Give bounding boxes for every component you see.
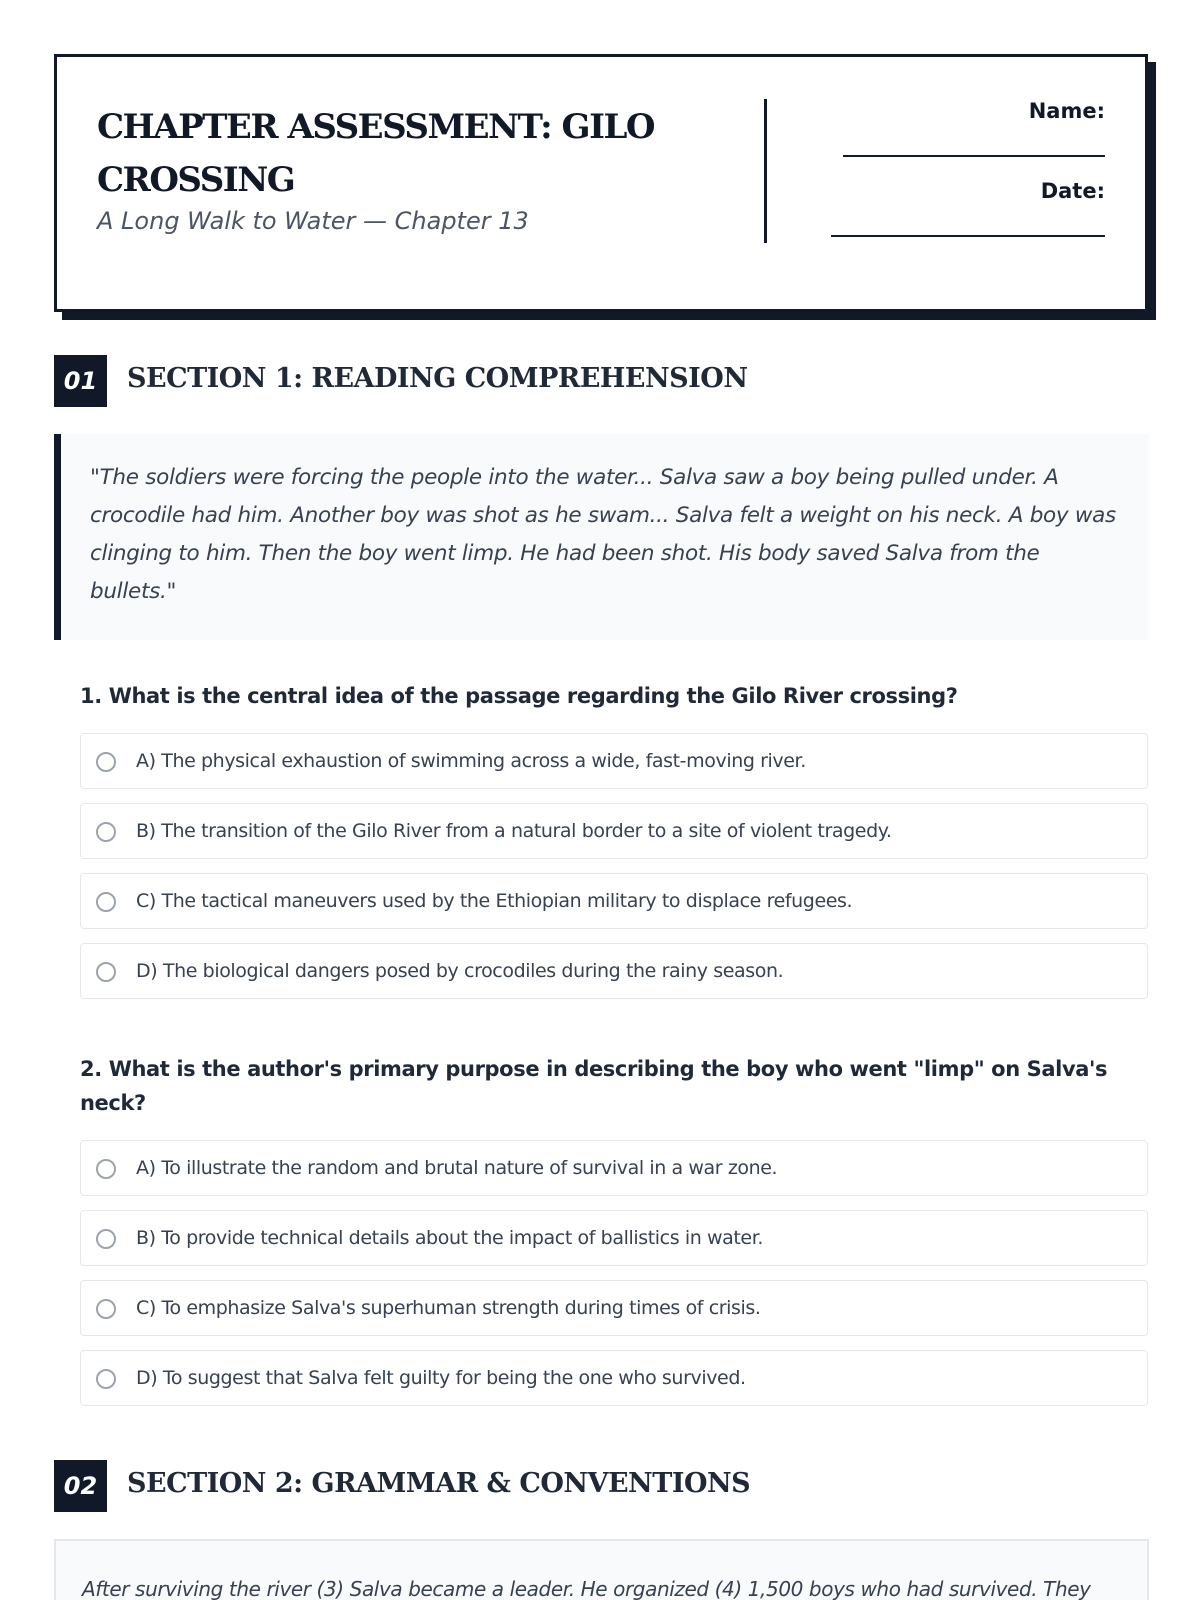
q2-option-a[interactable] — [80, 1140, 1148, 1196]
option-label: D) To suggest that Salva felt guilty for being the one who survived. — [136, 1367, 746, 1389]
question-1: 1. What is the central idea of the passage regarding the Gilo River crossing? — [80, 684, 958, 708]
page-subtitle: A Long Walk to Water — Chapter 13 — [97, 207, 529, 235]
q1-option-c[interactable] — [80, 873, 1148, 929]
radio-icon[interactable] — [96, 822, 116, 842]
option-label: D) The biological dangers posed by crocodiles during the rainy season. — [136, 960, 784, 982]
section-number: 01 — [54, 355, 107, 407]
radio-icon[interactable] — [96, 962, 116, 982]
date-label: Date: — [1040, 179, 1105, 203]
name-label: Name: — [1028, 99, 1105, 123]
option-label: C) To emphasize Salva's superhuman strength during times of crisis. — [136, 1297, 761, 1319]
radio-icon[interactable] — [96, 1369, 116, 1389]
section-title: SECTION 1: READING COMPREHENSION — [127, 363, 748, 394]
option-label: B) The transition of the Gilo River from a natural border to a site of violent tragedy. — [136, 820, 892, 842]
radio-icon[interactable] — [96, 752, 116, 772]
header-divider — [764, 99, 767, 243]
section-number: 02 — [54, 1460, 107, 1512]
q2-option-c[interactable] — [80, 1280, 1148, 1336]
date-field[interactable] — [831, 235, 1105, 237]
option-label: A) To illustrate the random and brutal nature of survival in a war zone. — [136, 1157, 778, 1179]
q1-option-b[interactable] — [80, 803, 1148, 859]
section-title: SECTION 2: GRAMMAR & CONVENTIONS — [127, 1468, 751, 1499]
q1-option-a[interactable] — [80, 733, 1148, 789]
page-title: CHAPTER ASSESSMENT: GILO CROSSING — [97, 107, 655, 200]
name-field[interactable] — [843, 155, 1105, 157]
question-2: 2. What is the author's primary purpose in describing the boy who went "limp" on Salva's neck? — [80, 1057, 1108, 1115]
radio-icon[interactable] — [96, 892, 116, 912]
option-label: C) The tactical maneuvers used by the Ethiopian military to displace refugees. — [136, 890, 853, 912]
assessment-header — [54, 54, 1148, 312]
q2-option-b[interactable] — [80, 1210, 1148, 1266]
radio-icon[interactable] — [96, 1159, 116, 1179]
reading-passage: "The soldiers were forcing the people into the water... Salva saw a boy being pulled under. A crocodile had him. Another boy was shot as he swam... Salva felt a weight on his neck. A boy was clinging to him. Then the boy went limp. He had been shot. His body saved Salva from the bullets." — [54, 434, 1149, 640]
option-label: B) To provide technical details about the impact of ballistics in water. — [136, 1227, 764, 1249]
q2-option-d[interactable] — [80, 1350, 1148, 1406]
grammar-passage: After surviving the river (3) Salva became a leader. He organized (4) 1,500 boys who had survived. They — [54, 1539, 1149, 1600]
radio-icon[interactable] — [96, 1299, 116, 1319]
q1-option-d[interactable] — [80, 943, 1148, 999]
radio-icon[interactable] — [96, 1229, 116, 1249]
option-label: A) The physical exhaustion of swimming across a wide, fast-moving river. — [136, 750, 806, 772]
